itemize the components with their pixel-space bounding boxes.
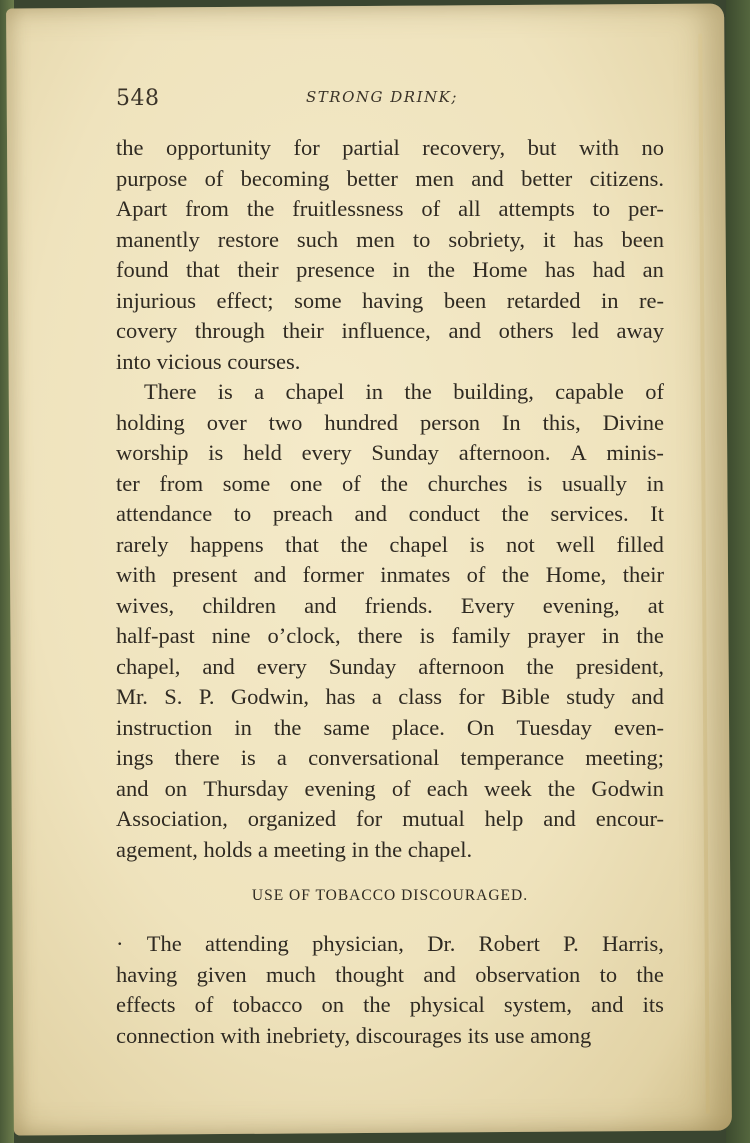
- text-line: Association, organized for mutual help and encour-: [116, 806, 664, 831]
- text-line: purpose of becoming better men and better citizens.: [116, 165, 664, 191]
- page-number: 548: [116, 86, 160, 111]
- text-line: ter from some one of the churches is usually in: [116, 470, 664, 496]
- text-line: chapel, and every Sunday afternoon the president,: [116, 653, 664, 679]
- text-line: worship is held every Sunday afternoon. A minis-: [116, 440, 664, 465]
- text-line: rarely happens that the chapel is not well filled: [116, 531, 664, 557]
- text-line: having given much thought and observation to the: [116, 961, 664, 987]
- text-line: ings there is a conversational temperance meeting;: [116, 745, 664, 770]
- text-line: · The attending physician, Dr. Robert P. Harris,: [116, 931, 664, 956]
- text-line: wives, children and friends. Every evening, at: [116, 592, 664, 618]
- text-line: holding over two hundred person In this, Divine: [116, 409, 664, 435]
- text-line: instruction in the same place. On Tuesday even-: [116, 714, 664, 740]
- text-line: and on Thursday evening of each week the Godwin: [116, 775, 664, 801]
- paragraph-1: [116, 133, 664, 377]
- text-line: with present and former inmates of the Home, their: [116, 562, 664, 587]
- text-line: injurious effect; some having been retarded in re-: [116, 287, 664, 313]
- text-line: Apart from the fruitlessness of all attempts to per-: [116, 196, 664, 221]
- page-header: [110, 86, 670, 122]
- text-line: covery through their influence, and others led away: [116, 318, 664, 343]
- paragraph-2: [116, 377, 664, 865]
- text-line: into vicious courses.: [116, 348, 301, 374]
- text-line: attendance to preach and conduct the services. It: [116, 501, 664, 526]
- text-line: half-past nine o’clock, there is family prayer in the: [116, 623, 664, 648]
- running-title: STRONG DRINK;: [306, 88, 458, 106]
- page-body: [116, 133, 664, 1051]
- paragraph-3: [116, 929, 664, 1051]
- text-line: effects of tobacco on the physical system, and its: [116, 992, 664, 1017]
- page-fore-edge: [698, 34, 710, 1114]
- text-line: There is a chapel in the building, capable of: [144, 379, 664, 404]
- text-line: connection with inebriety, discourages its use among: [116, 1022, 592, 1048]
- text-line: manently restore such men to sobriety, it has been: [116, 226, 664, 252]
- text-line: Mr. S. P. Godwin, has a class for Bible study and: [116, 684, 664, 709]
- text-line: found that their presence in the Home has had an: [116, 257, 664, 282]
- text-line: the opportunity for partial recovery, but with no: [116, 135, 664, 160]
- text-line: agement, holds a meeting in the chapel.: [116, 836, 473, 862]
- section-subheading: USE OF TOBACCO DISCOURAGED.: [251, 887, 529, 904]
